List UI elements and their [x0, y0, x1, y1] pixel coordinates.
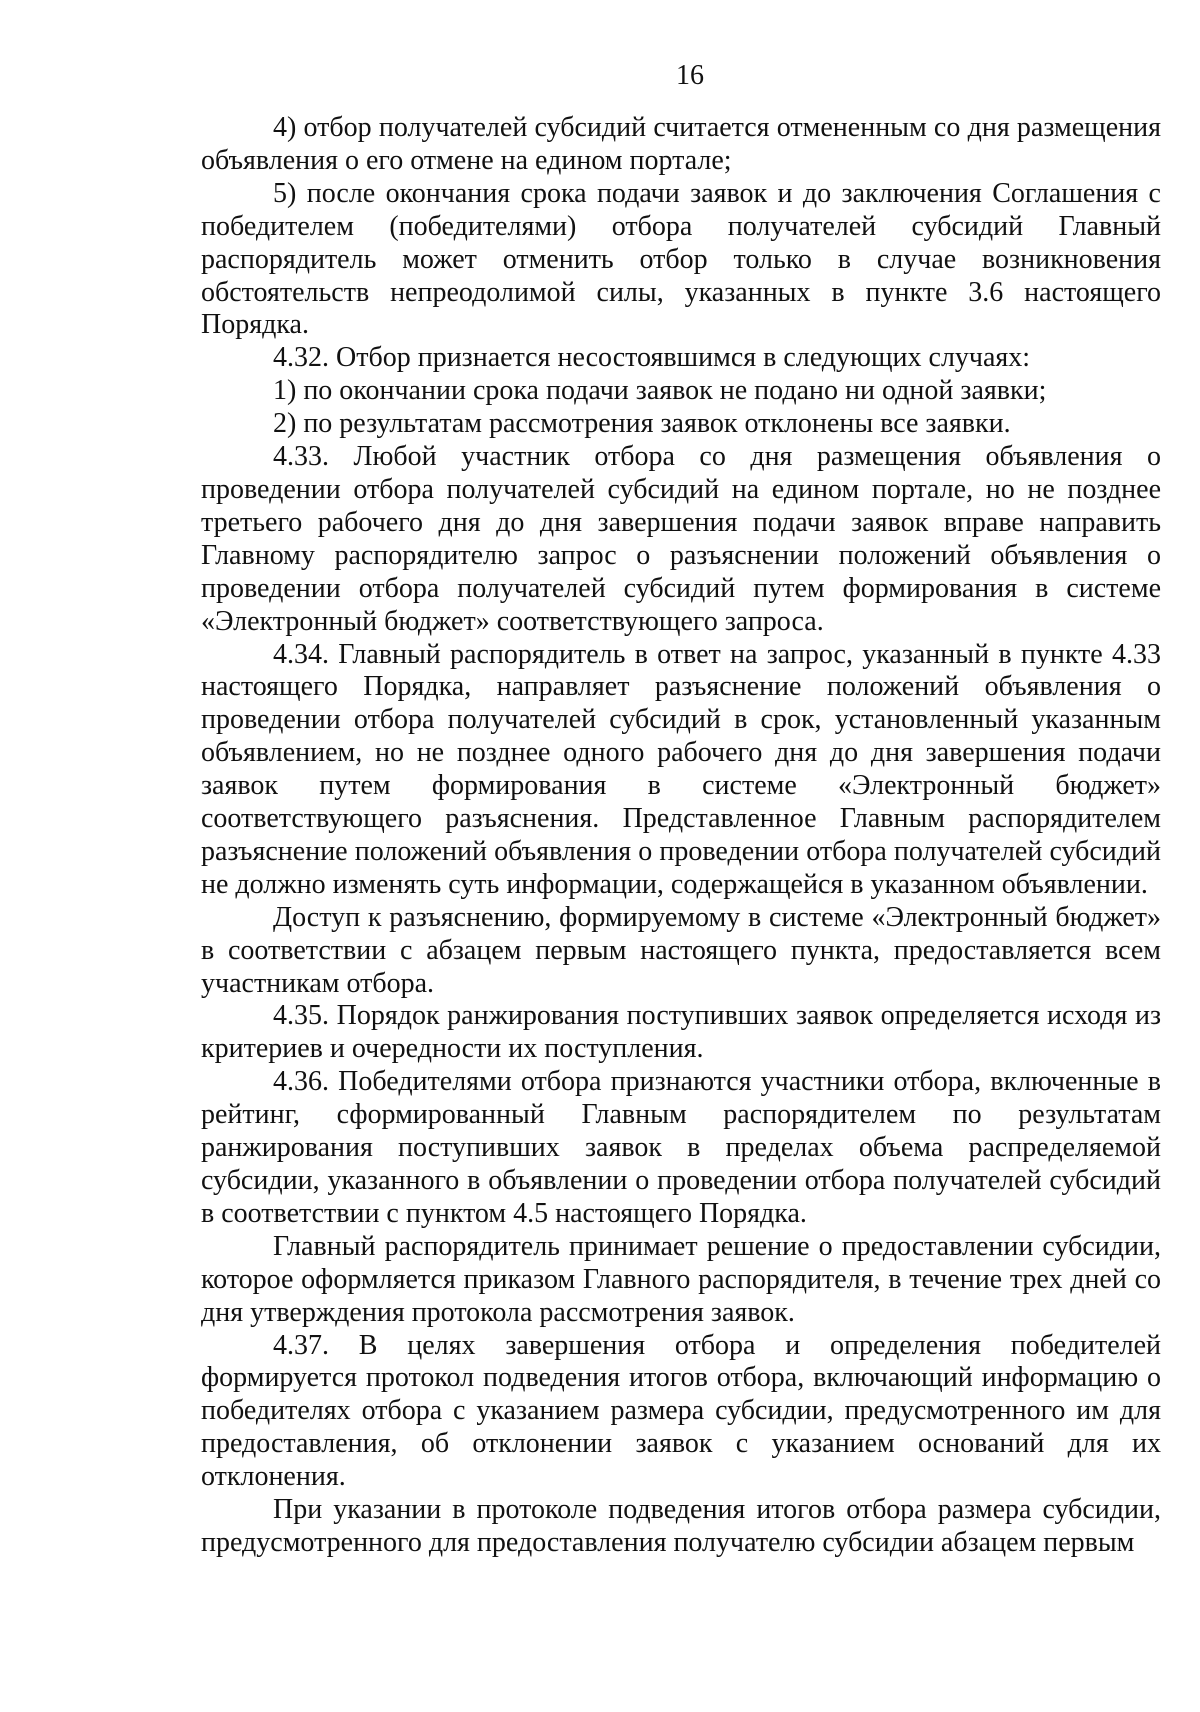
page-number: 16 [676, 60, 704, 91]
paragraph-4-31-item-5: 5) после окончания срока подачи заявок и до заключения Соглашения с победителем (победителями) отбора получателей субсидий Главный распорядитель может отменить отбор только в случае возникновения обстоятельств непреодолимой силы, указанных в пункте 3.6 настоящего Порядка. [201, 177, 1161, 341]
paragraph-4-35: 4.35. Порядок ранжирования поступивших заявок определяется исходя из критериев и очередности их поступления. [201, 1000, 1161, 1065]
paragraph-4-32-item-1: 1) по окончании срока подачи заявок не подано ни одной заявки; [273, 375, 1047, 407]
paragraph-4-32: 4.32. Отбор признается несостоявшимся в следующих случаях: [273, 342, 1031, 374]
paragraph-4-37: 4.37. В целях завершения отбора и определения победителей формируется протокол подведения итогов отбора, включающий информацию о победителях отбора с указанием размера субсидии, предусмотренного им для предоставления, об отклонении заявок с указанием оснований для их отклонения. [201, 1329, 1161, 1493]
document-body [201, 112, 1161, 1560]
paragraph-4-32-item-2: 2) по результатам рассмотрения заявок отклонены все заявки. [273, 408, 1011, 440]
paragraph-4-34-access: Доступ к разъяснению, формируемому в системе «Электронный бюджет» в соответствии с абзацем первым настоящего пункта, предоставляется всем участникам отбора. [201, 901, 1161, 999]
paragraph-4-36: 4.36. Победителями отбора признаются участники отбора, включенные в рейтинг, сформированный Главным распорядителем по результатам ранжирования поступивших заявок в пределах объема распределяемой субсидии, указанного в объявлении о проведении отбора получателей субсидий в соответствии с пунктом 4.5 настоящего Порядка. [201, 1066, 1161, 1229]
paragraph-4-31-item-4: 4) отбор получателей субсидий считается отмененным со дня размещения объявления о его отмене на едином портале; [201, 112, 1161, 176]
paragraph-4-34: 4.34. Главный распорядитель в ответ на запрос, указанный в пункте 4.33 настоящего Порядка, направляет разъяснение положений объявления о проведении отбора получателей субсидий в срок, установленный указанным объявлением, но не позднее одного рабочего дня до дня завершения подачи заявок путем формирования в системе «Электронный бюджет» соответствующего разъяснения. Представленное Главным распорядителем разъяснение положений объявления о проведении отбора получателей субсидий не должно изменять суть информации, содержащейся в указанном объявлении. [201, 638, 1161, 900]
paragraph-4-33: 4.33. Любой участник отбора со дня размещения объявления о проведении отбора получателей субсидий на едином портале, но не позднее третьего рабочего дня до дня завершения подачи заявок вправе направить Главному распорядителю запрос о разъяснении положений объявления о проведении отбора получателей субсидий путем формирования в системе «Электронный бюджет» соответствующего запроса. [201, 441, 1161, 637]
paragraph-4-37-continued: При указании в протоколе подведения итогов отбора размера субсидии, предусмотренного для предоставления получателю субсидии абзацем первым [201, 1494, 1161, 1558]
paragraph-4-36-decision: Главный распорядитель принимает решение о предоставлении субсидии, которое оформляется приказом Главного распорядителя, в течение трех дней со дня утверждения протокола рассмотрения заявок. [201, 1230, 1161, 1328]
